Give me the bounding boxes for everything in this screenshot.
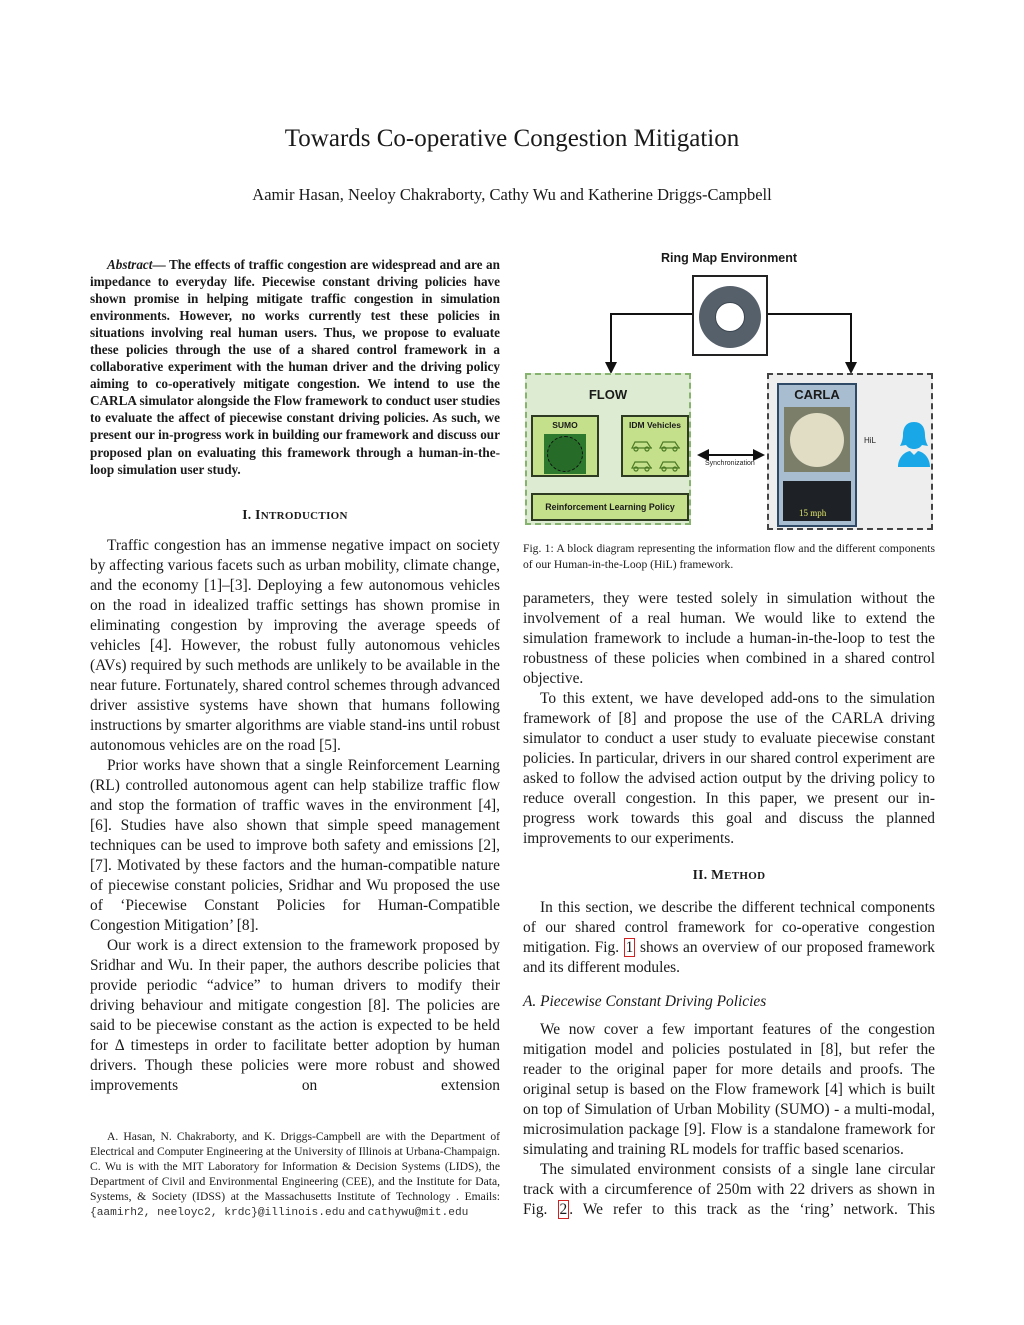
figure-title: Ring Map Environment — [660, 251, 798, 265]
figure-1-block-diagram — [523, 248, 935, 532]
abstract-label: Abstract — [107, 257, 153, 272]
figure-2-reference-link[interactable]: 2 — [559, 1201, 568, 1218]
carla-dashboard-image — [783, 481, 851, 521]
carla-module — [777, 383, 857, 527]
abstract — [90, 256, 500, 478]
footnote-text: A. Hasan, N. Chakraborty, and K. Driggs-Campbell are with the Department of Electrical and Computer Engineering at the University of Illinois at Urbana-Champaign. C. Wu is with the MIT Laboratory for Information & Decision Systems (LIDS), the Department of Civil and Environmental Engineering (CEE), and the Institute for Data, Systems, & Society (IDSS) at the Massachusetts Institute of Technology . Emails: — [90, 1130, 500, 1204]
abstract-text: The effects of traffic congestion are widespread and are an impedance to everyday life. Piecewise constant driving policies have shown promise in helping mitigate traffic congestion in simulation environments. However, no works currently test these policies in situations involving real human users. Thus, we propose to evaluate these policies through the use of a shared control framework in a collaborative experiment with the human driver and the driving policy aiming to co-operatively mitigate congestion. We intend to use the CARLA simulator alongside the Flow framework to conduct user studies to evaluate the affect of piecewise constant driving policies. As such, we present our in-progress work in building our framework and discuss our proposed plan on evaluating this framework through a human-in-the-loop simulation user study. — [90, 257, 500, 477]
carla-label: CARLA — [794, 387, 840, 402]
ring-track-icon — [699, 286, 761, 348]
right-column — [523, 589, 935, 1220]
car-icon-group — [630, 435, 684, 475]
car-icons — [630, 435, 684, 480]
sumo-label: SUMO — [552, 420, 578, 430]
paper-authors: Aamir Hasan, Neeloy Chakraborty, Cathy Wu and Katherine Driggs-Campbell — [252, 185, 772, 204]
section-number: I. — [242, 507, 256, 522]
figure-1-reference-link[interactable]: 1 — [625, 939, 634, 956]
carla-topdown-image — [784, 407, 850, 472]
footnote-email-mit[interactable]: cathywu@mit.edu — [367, 1207, 469, 1220]
footnote-emails-illinois[interactable]: {aamirh2, neeloyc2, krdc}@illinois.edu — [90, 1207, 346, 1220]
method-p1-text-end: shows an overview of our proposed framework and its different modules. — [523, 939, 935, 976]
section-title-initial: I — [255, 507, 261, 522]
rl-policy-module: Reinforcement Learning Policy — [531, 493, 689, 521]
sumo-module — [531, 415, 599, 477]
idm-vehicles-module — [621, 415, 689, 477]
sumo-map-icon — [544, 434, 586, 474]
intro-paragraph-2: Prior works have shown that a single Reinforcement Learning (RL) controlled autonomous agent can help stabilize traffic flow and stop the formation of traffic waves in the environment [4], [6]. Studies have also shown that simple speed management techniques can be used to improve both safety and emissions [2], [7]. Motivated by these factors and the human-compatible nature of piecewise constant policies, Sridhar and Wu proposed the use of ‘Piecewise Constant Policies for Human-Compatible Congestion Mitigation’ [8]. — [90, 757, 500, 934]
method-paragraph-1 — [523, 898, 935, 978]
method-paragraph-2: We now cover a few important features of the congestion mitigation model and policies postulated in [8], but refer the reader to the original paper for more details and proofs. The original setup is based on the Flow framework [4] which is built on top of Simulation of Urban Mobility (SUMO) - a multi-modal, microsimulation package [9]. Flow is a standalone framework for simulating and training RL models for traffic based scenarios. — [523, 1021, 935, 1158]
synchronization-label: Synchronization — [705, 460, 755, 467]
section-title-rest: ETHOD — [724, 870, 766, 882]
section-title-rest: NTRODUCTION — [260, 510, 348, 522]
method-p3-text: The simulated environment consists of a single lane circular track with a circumference of 250m with 22 drivers as shown in Fig. — [523, 1161, 935, 1218]
idm-label: IDM Vehicles — [629, 420, 681, 430]
human-user-icon — [894, 418, 934, 468]
intro-continued-paragraph-2: To this extent, we have developed add-ons to the simulation framework of [8] and propose the use of the CARLA driving simulator to conduct a user study to evaluate piecewise constant policies. In particular, drivers in our shared control experiment are asked to follow the advised action output by the driving policy to reduce overall congestion. In this paper, we present our in-progress work towards this goal and discuss the planned improvements to our experiments. — [523, 690, 935, 847]
flow-framework-box — [525, 373, 691, 525]
method-p3-text-end: . We refer to this track as the ‘ring’ network. This — [569, 1201, 935, 1218]
subsection-heading-piecewise: A. Piecewise Constant Driving Policies — [523, 993, 767, 1010]
method-p1-text: In this section, we describe the different technical components of our shared control framework for co-operative congestion mitigation. Fig. — [523, 899, 935, 956]
section-number: II. — [692, 867, 712, 882]
figure-1-caption: Fig. 1: A block diagram representing the information flow and the different components of our Human-in-the-Loop (HiL) framework. — [523, 542, 935, 571]
introduction-section — [90, 505, 500, 1096]
paper-title: Towards Co-operative Congestion Mitigation — [284, 125, 740, 152]
ring-map-box — [692, 275, 768, 356]
abstract-dash: — — [152, 257, 166, 272]
section-heading-introduction — [90, 505, 500, 526]
method-paragraph-3 — [523, 1160, 935, 1220]
intro-paragraph-3: Our work is a direct extension to the framework proposed by Sridhar and Wu. In their paper, the authors describe policies that provide periodic “advice” to human drivers to modify their driving behaviour and mitigate congestion [8]. The policies are said to be piecewise constant as the action is expected to be held for Δ timesteps in order to facilitate better adoption by human drivers. Though these policies were more robust and showed improvements on extension — [90, 937, 500, 1094]
section-title-initial: M — [711, 867, 725, 882]
footnote-and: and — [345, 1205, 368, 1219]
intro-continued-paragraph-1: parameters, they were tested solely in simulation without the involvement of a real human. We would like to extend the simulation framework to include a human-in-the-loop to test the robustness of these policies when combined in a shared control objective. — [523, 590, 935, 687]
hil-label: HiL — [864, 436, 877, 445]
speed-readout: 15 mph — [799, 508, 827, 518]
author-footnote — [90, 1129, 500, 1222]
section-heading-method — [523, 865, 935, 886]
intro-paragraph-1: Traffic congestion has an immense negative impact on society by affecting various facets such as urban mobility, climate change, and the economy [1]–[3]. Deploying a few autonomous vehicles on the road in idealized traffic settings has shown promise in eliminating congestion by improving the average speeds of vehicles [4]. However, the robust fully autonomous vehicles (AVs) required by such methods are unlikely to be available in the near future. Fortunately, shared control schemes through advanced driver assistive systems have shown that humans following instructions by smarter algorithms are viable stand-ins until robust autonomous vehicles are on the road [5]. — [90, 537, 500, 754]
flow-label: FLOW — [588, 387, 628, 402]
